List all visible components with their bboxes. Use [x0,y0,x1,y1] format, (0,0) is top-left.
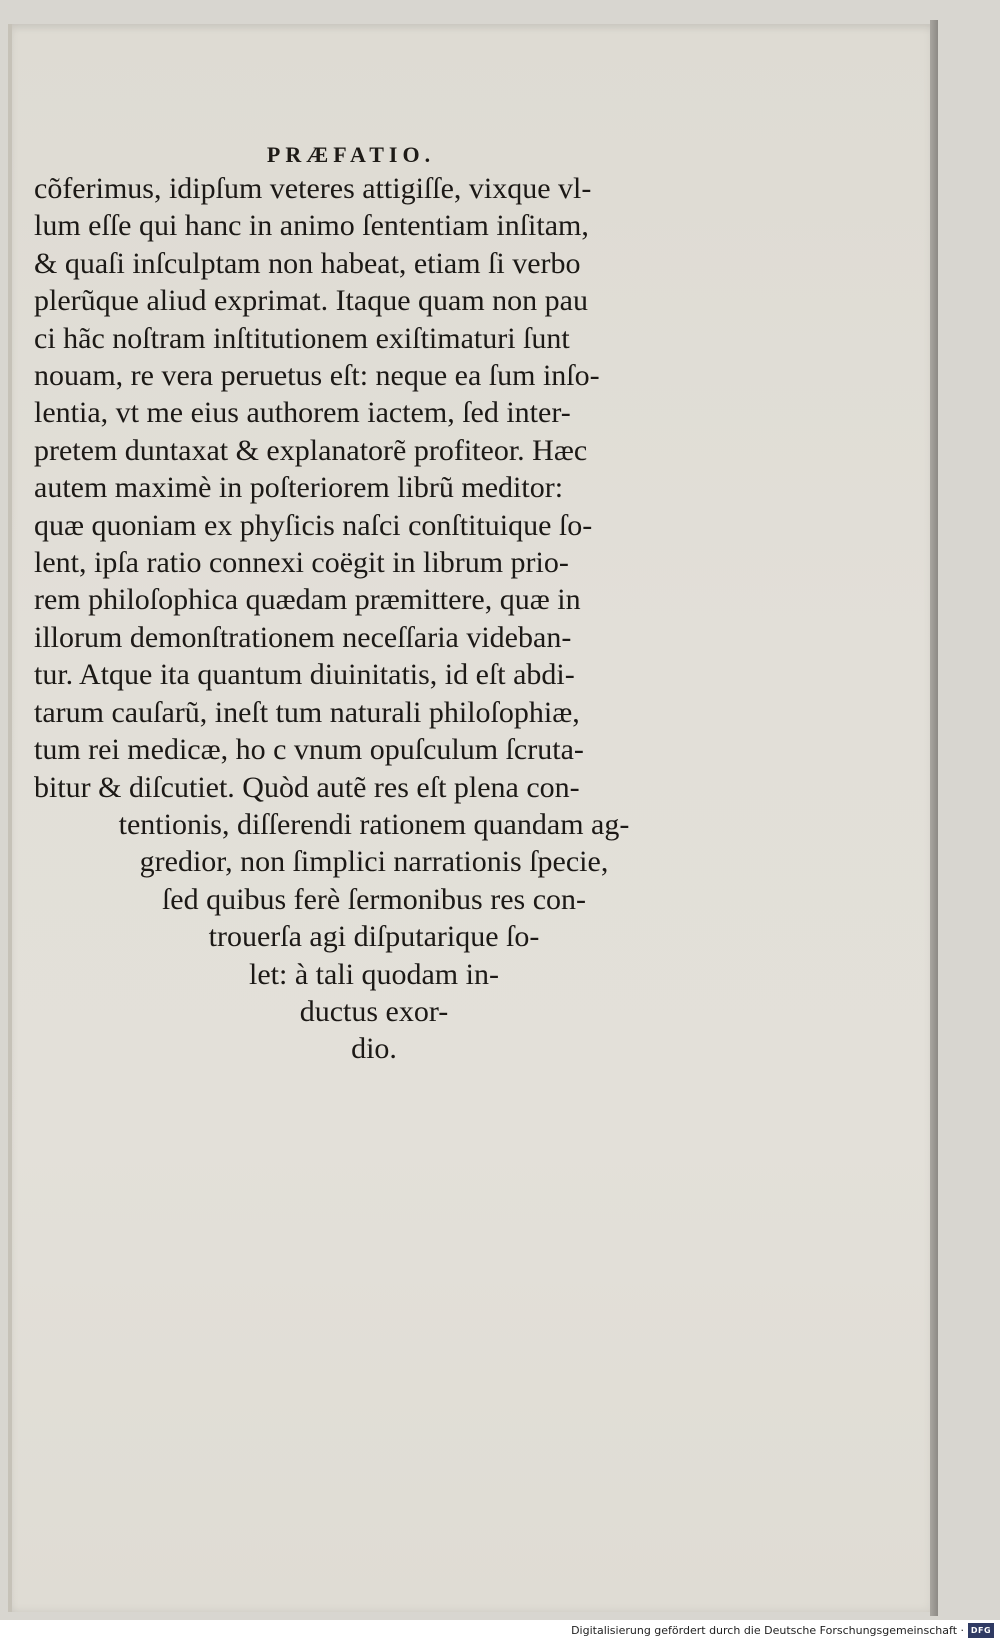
text-line: autem maximè in poſteriorem librũ meditor: [34,471,564,505]
funding-credit: Digitalisierung gefördert durch die Deutsche Forschungsgemeinschaft · [571,1624,964,1637]
running-head: PRÆFATIO. [266,142,436,167]
book-page [8,24,938,1612]
tail-line: dio. [351,1032,397,1066]
text-line: tarum cauſarũ, ineſt tum naturali philoſophiæ, [34,695,580,729]
tail-line: tentionis, diſſerendi rationem quandam ag- [118,807,630,841]
text-line: tum rei medicæ, ho c vnum opuſculum ſcruta- [34,733,584,767]
text-line: rem philoſophica quædam præmittere, quæ in [34,583,581,617]
tail-line: trouerſa agi diſputarique ſo- [208,920,540,954]
body-text [34,170,714,1068]
text-line: bitur & diſcutiet. Quòd autẽ res eſt plena con- [34,770,580,804]
dfg-logo: DFG [968,1623,994,1638]
tail-line: gredior, non ſimplici narrationis ſpecie, [139,845,609,879]
text-line: lum eſſe qui hanc in animo ſententiam inſitam, [34,209,589,243]
text-line: lent, ipſa ratio connexi coëgit in librum prio- [34,546,569,580]
text-line: lentia, vt me eius authorem iactem, ſed inter- [34,396,571,430]
text-line: tur. Atque ita quantum diuinitatis, id eſt abdi- [34,658,575,692]
text-line: nouam, re vera peruetus eſt: neque ea ſum inſo- [34,359,600,393]
text-line: cõferimus, idipſum veteres attigiſſe, vixque vl- [34,172,592,205]
tail-line: let: à tali quodam in- [249,957,499,991]
text-line: quæ quoniam ex phyſicis naſci conſtituique ſo- [34,508,593,542]
text-line: plerũque aliud exprimat. Itaque quam non pau [34,284,588,318]
text-line: illorum demonſtrationem neceſſaria videban- [34,620,572,654]
tail-line: ſed quibus ferè ſermonibus res con- [161,882,587,916]
text-line: & quaſi inſculptam non habeat, etiam ſi verbo [34,246,581,280]
text-line: ci hãc noſtram inſtitutionem exiſtimaturi ſunt [34,321,570,355]
footer-bar [0,1620,1000,1643]
tail-line: ductus exor- [299,994,449,1028]
text-line: pretem duntaxat & explanatorẽ profiteor. Hæc [34,433,588,467]
page-edge-shadow [930,20,938,1616]
